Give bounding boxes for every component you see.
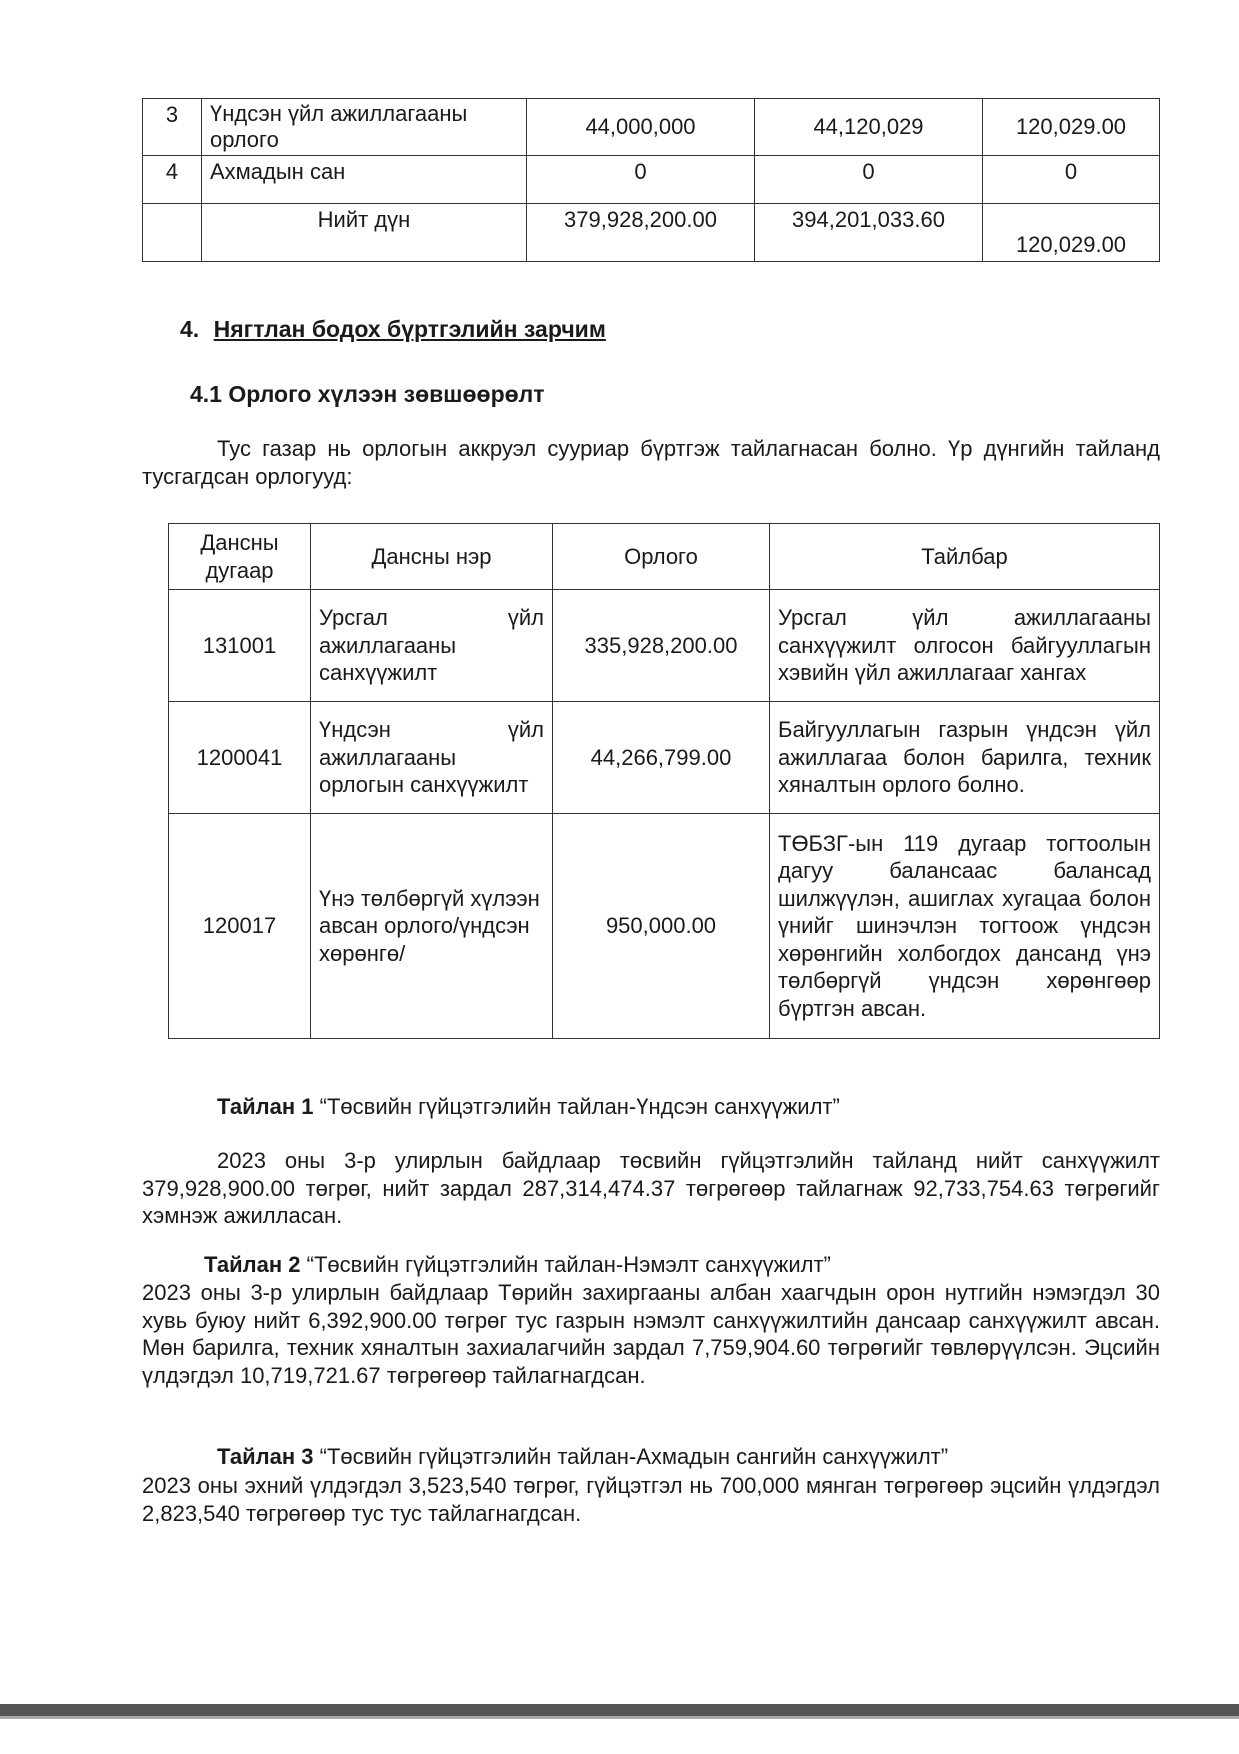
total-label: Нийт дүн [202, 204, 527, 262]
report-3-text: 2023 оны эхний үлдэгдэл 3,523,540 төгрөг, гүйцэтгэл нь 700,000 мянган төгрөгөөр эцсийн үлдэгдэл 2,823,540 төгрөгөөр тус тус тайлагнагдсан. [142, 1473, 1160, 1526]
table-total-row [143, 204, 1160, 262]
row-value-3: 0 [983, 156, 1160, 204]
intro-paragraph: Тус газар нь орлогын аккруэл сууриар бүртгэж тайлагнасан болно. Үр дүнгийн тайланд тусгагдсан орлогууд: [142, 436, 1160, 489]
report-2-text: 2023 оны 3-р улирлын байдлаар Төрийн захиргааны албан хаагчдын орон нутгийн нэмэгдэл 30 хувь буюу нийт 6,392,900.00 төгрөг тус газрын нэмэлт санхүүжилтийн дансаар санхүүжилт авсан. Мөн барилга, техник хяналтын захиалагчийн зардал 7,759,904.60 төгрөгийг төвлөрүүлсэн. Эцсийн үлдэгдэл 10,719,721.67 төгрөгөөр тайлагнагдсан. [142, 1280, 1160, 1388]
scan-edge-bar [0, 1704, 1239, 1716]
table-row [169, 702, 1160, 814]
income-amount: 44,266,799.00 [553, 702, 770, 814]
account-name: Үндсэн үйл ажиллагааны орлогын санхүүжилт [311, 702, 553, 814]
account-name: Үнэ төлбөргүй хүлээн авсан орлого/үндсэн хөрөнгө/ [311, 814, 553, 1039]
report-1-heading [217, 1094, 840, 1120]
section-heading [180, 316, 606, 343]
header-account-number: Дансны дугаар [169, 524, 311, 590]
table-row [169, 814, 1160, 1039]
total-empty-cell [143, 204, 202, 262]
total-value-3: 120,029.00 [983, 204, 1160, 262]
table-row [143, 156, 1160, 204]
report-1-text: 2023 оны 3-р улирлын байдлаар төсвийн гүйцэтгэлийн тайланд нийт санхүүжилт 379,928,900.00 төгрөг, нийт зардал 287,314,474.37 төгрөгөөр тайлагнаж 92,733,754.63 төгрөгийг хэмнэж ажилласан. [142, 1148, 1160, 1228]
section-number: 4. [180, 316, 200, 342]
row-value-1: 0 [527, 156, 755, 204]
income-note: Урсгал үйл ажиллагааны санхүүжилт олгосон байгууллагын хэвийн үйл ажиллагааг хангах [770, 590, 1160, 702]
total-value-2: 394,201,033.60 [755, 204, 983, 262]
header-account-name: Дансны нэр [311, 524, 553, 590]
income-table [168, 523, 1160, 1039]
row-number: 4 [143, 156, 202, 204]
report-title: “Төсвийн гүйцэтгэлийн тайлан-Ахмадын сангийн санхүүжилт” [319, 1444, 949, 1469]
report-label: Тайлан 1 [217, 1094, 314, 1119]
table-row [143, 99, 1160, 156]
subsection-heading: 4.1 Орлого хүлээн зөвшөөрөлт [190, 381, 545, 407]
row-value-1: 44,000,000 [527, 99, 755, 156]
row-number: 3 [143, 99, 202, 156]
row-name: Үндсэн үйл ажиллагааны орлого [202, 99, 527, 156]
report-label: Тайлан 2 [204, 1252, 301, 1277]
account-name: Урсгал үйл ажиллагааны санхүүжилт [311, 590, 553, 702]
header-note: Тайлбар [770, 524, 1160, 590]
row-name: Ахмадын сан [202, 156, 527, 204]
income-note: Байгууллагын газрын үндсэн үйл ажиллагаа болон барилга, техник хяналтын орлого болно. [770, 702, 1160, 814]
account-number: 120017 [169, 814, 311, 1039]
row-value-2: 44,120,029 [755, 99, 983, 156]
total-value-1: 379,928,200.00 [527, 204, 755, 262]
report-2-heading [204, 1252, 831, 1278]
row-value-3: 120,029.00 [983, 99, 1160, 156]
report-label: Тайлан 3 [217, 1444, 314, 1469]
account-number: 1200041 [169, 702, 311, 814]
report-3-heading [217, 1444, 948, 1470]
account-number: 131001 [169, 590, 311, 702]
table-row [169, 590, 1160, 702]
report-title: “Төсвийн гүйцэтгэлийн тайлан-Үндсэн санхүүжилт” [319, 1094, 840, 1119]
row-value-2: 0 [755, 156, 983, 204]
income-amount: 950,000.00 [553, 814, 770, 1039]
scan-edge-shadow [0, 1716, 1239, 1719]
income-amount: 335,928,200.00 [553, 590, 770, 702]
header-income: Орлого [553, 524, 770, 590]
table-header-row [169, 524, 1160, 590]
section-title: Нягтлан бодох бүртгэлийн зарчим [213, 316, 606, 342]
report-title: “Төсвийн гүйцэтгэлийн тайлан-Нэмэлт санхүүжилт” [306, 1252, 831, 1277]
budget-summary-table [142, 98, 1160, 262]
income-note: ТӨБЗГ-ын 119 дугаар тогтоолын дагуу балансаас балансад шилжүүлэн, ашиглах хугацаа болон үнийг шинэчлэн тогтоож үндсэн хөрөнгийн холбогдох дансанд үнэ төлбөргүй үндсэн хөрөнгөөр бүртгэн авсан. [770, 814, 1160, 1039]
